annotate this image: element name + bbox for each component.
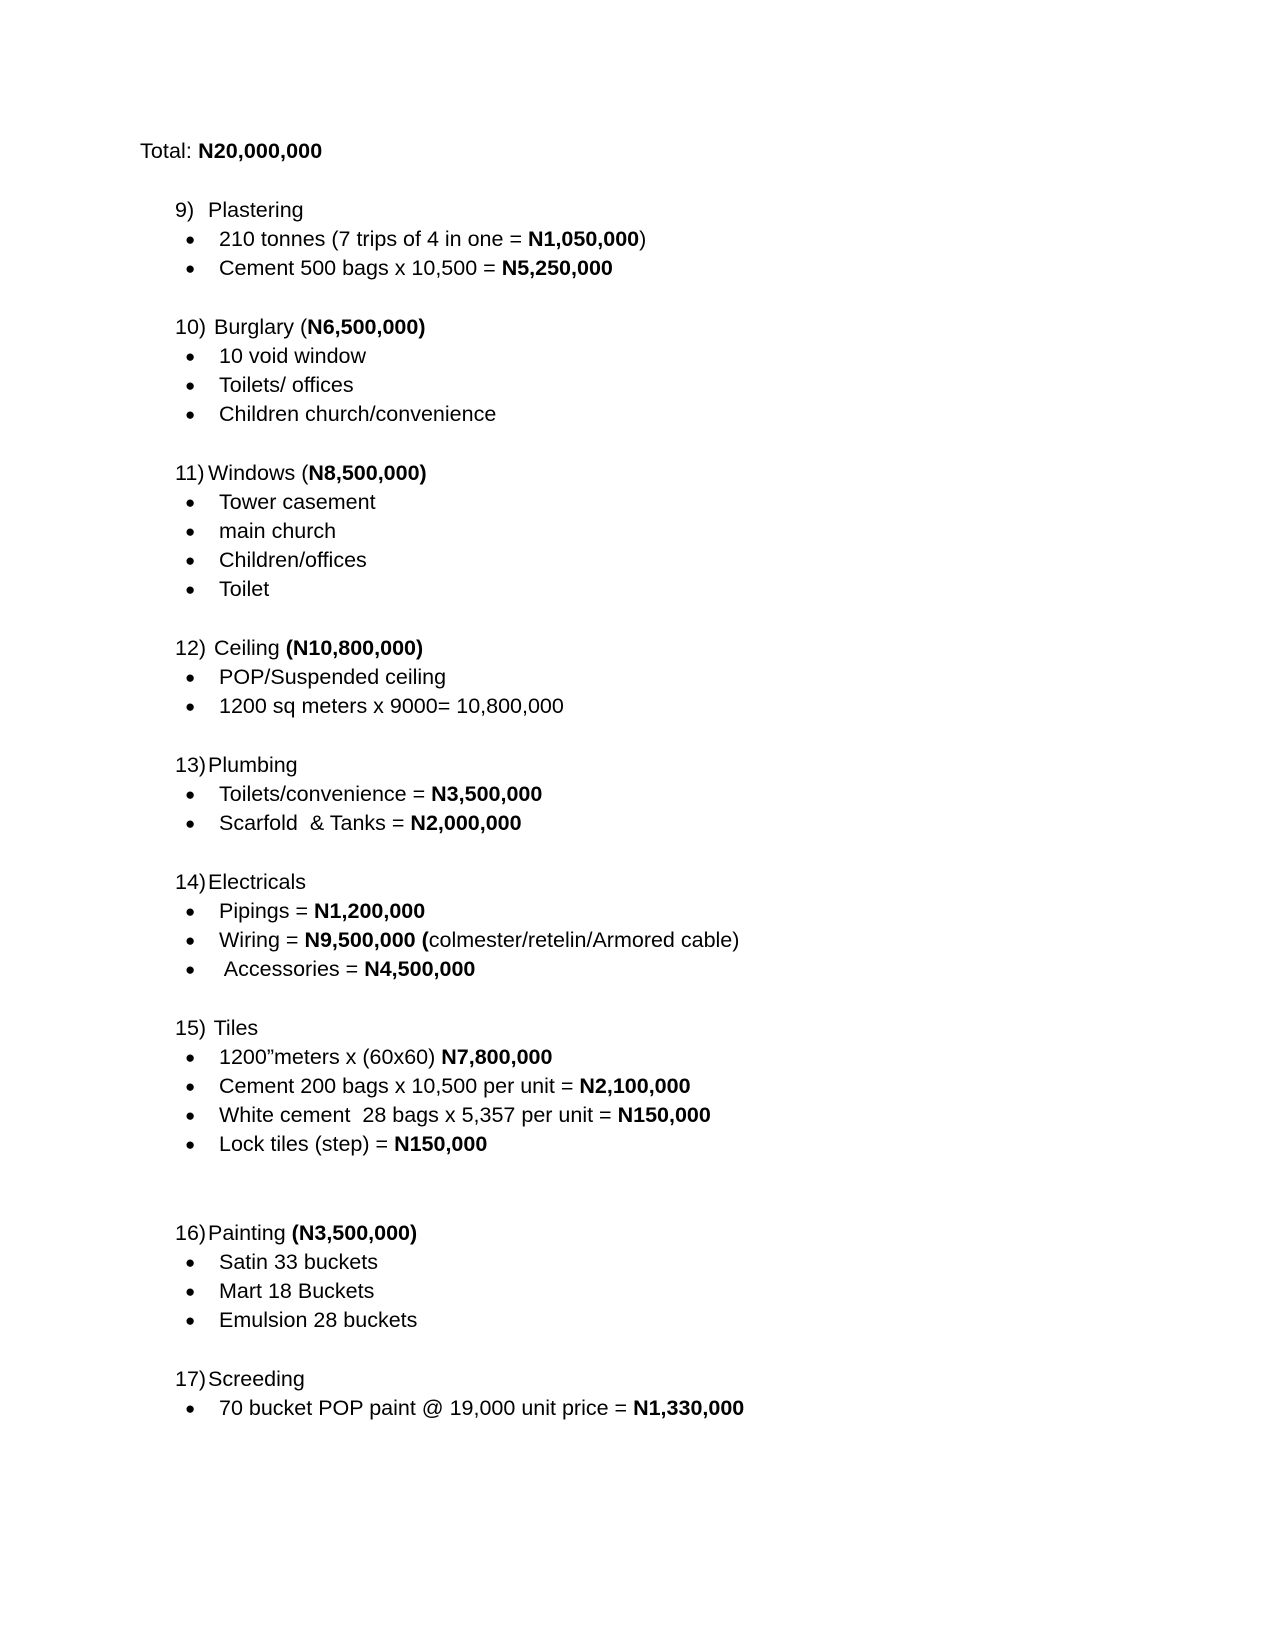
list-item [140,926,1140,955]
numbered-section [140,459,1140,604]
section-heading [140,751,1140,780]
list-item [140,1277,1140,1306]
list-item-note: ) [639,227,647,251]
spacer [140,1159,1140,1219]
list-item-text [219,548,367,572]
list-item-amount: N2,000,000 [410,811,522,835]
section-number: 15) [175,1016,207,1040]
list-item-text [219,1074,691,1098]
list-item-amount: N1,200,000 [314,899,426,923]
list-item [140,400,1140,429]
list-item [140,780,1140,809]
spacer [140,984,1140,1014]
section-heading [140,1219,1140,1248]
list-item-text [219,1132,487,1156]
list-item-label: 10 void window [219,344,367,368]
bullet-icon: ● [185,522,196,541]
list-item-amount: N1,330,000 [633,1396,745,1420]
section-heading [140,634,1140,663]
bullet-list [140,225,1140,283]
list-item-label: Toilet [219,577,270,601]
section-title-amount: N8,500,000) [308,461,427,485]
numbered-section [140,1014,1140,1159]
list-item-amount: N150,000 [617,1103,711,1127]
list-item-text [219,1279,374,1303]
section-title-text: Screeding [208,1367,305,1391]
bullet-icon: ● [185,785,196,804]
list-item-label: 1200 sq meters x 9000= 10,800,000 [219,694,564,718]
bullet-list [140,1394,1140,1423]
section-title-text: Ceiling [208,636,286,660]
section-title-text: Plumbing [208,753,298,777]
bullet-icon: ● [185,668,196,687]
list-item [140,692,1140,721]
list-item-label: 210 tonnes (7 trips of 4 in one = [219,227,528,251]
list-item-label: Scarfold & Tanks = [219,811,411,835]
list-item [140,488,1140,517]
list-item-note: colmester/retelin/Armored cable) [428,928,740,952]
list-item [140,254,1140,283]
section-number: 11) [175,461,205,485]
bullet-list [140,488,1140,604]
section-heading [140,1014,1140,1043]
list-item-text [219,928,739,952]
list-item-text [219,402,496,426]
bullet-icon: ● [185,1311,196,1330]
list-item-amount: N150,000 [394,1132,488,1156]
list-item-label: 70 bucket POP paint @ 19,000 unit price = [219,1396,634,1420]
spacer [140,166,1140,196]
section-title [175,313,426,342]
document-content [140,136,1140,1423]
list-item-label: Emulsion 28 buckets [219,1308,418,1332]
section-title [175,634,423,663]
bullet-icon: ● [185,580,196,599]
list-item [140,663,1140,692]
list-item [140,1394,1140,1423]
bullet-icon: ● [185,814,196,833]
list-item-text [219,344,366,368]
list-item-label: Cement 200 bags x 10,500 per unit = [219,1074,580,1098]
section-number: 9) [175,198,195,222]
section-title-amount: N6,500,000) [307,315,426,339]
list-item [140,517,1140,546]
section-title [175,196,304,225]
list-item-text [219,811,522,835]
list-item-label: Satin 33 buckets [219,1250,378,1274]
list-item-amount: N9,500,000 ( [304,928,429,952]
list-item-label: Lock tiles (step) = [219,1132,395,1156]
list-item-amount: N2,100,000 [579,1074,691,1098]
spacer [140,838,1140,868]
list-item-label: 1200”meters x (60x60) [219,1045,442,1069]
bullet-list [140,897,1140,984]
list-item-label: main church [219,519,337,543]
list-item-label: Toilets/ offices [219,373,354,397]
list-item [140,1043,1140,1072]
list-item-label: Children/offices [219,548,367,572]
list-item-amount: N5,250,000 [501,256,613,280]
list-item-label: Pipings = [219,899,315,923]
list-item-text [219,373,354,397]
list-item [140,897,1140,926]
bullet-icon: ● [185,551,196,570]
list-item-text [219,256,613,280]
section-title-text: Painting [208,1221,292,1245]
list-item [140,575,1140,604]
section-heading [140,1365,1140,1394]
total-label: Total: [140,139,199,163]
list-item-amount: N4,500,000 [364,957,476,981]
bullet-icon: ● [185,259,196,278]
numbered-section [140,1365,1140,1423]
list-item-text [219,1103,711,1127]
section-heading [140,196,1140,225]
list-item-amount: N1,050,000 [527,227,640,251]
bullet-icon: ● [185,1282,196,1301]
list-item [140,809,1140,838]
list-item-label: White cement 28 bags x 5,357 per unit = [219,1103,618,1127]
list-item-label: Children church/convenience [219,402,497,426]
numbered-section [140,634,1140,721]
list-item [140,546,1140,575]
list-item-text [219,227,646,251]
bullet-icon: ● [185,697,196,716]
numbered-section [140,1219,1140,1335]
list-item [140,1072,1140,1101]
bullet-icon: ● [185,405,196,424]
numbered-section [140,751,1140,838]
list-item-text [219,1308,417,1332]
list-item-text [219,519,336,543]
list-item-text [219,957,475,981]
list-item [140,342,1140,371]
section-title-text: Windows ( [208,461,309,485]
bullet-icon: ● [185,347,196,366]
list-item [140,1248,1140,1277]
bullet-icon: ● [185,1135,196,1154]
bullet-list [140,342,1140,429]
list-item-label: Wiring = [219,928,305,952]
spacer [140,429,1140,459]
list-item [140,225,1140,254]
total-amount: N20,000,000 [198,139,323,163]
list-item [140,955,1140,984]
list-item-label: Accessories = [219,957,365,981]
list-item [140,1130,1140,1159]
list-item [140,1101,1140,1130]
list-item-label: Mart 18 Buckets [219,1279,375,1303]
list-item-label: POP/Suspended ceiling [219,665,447,689]
bullet-icon: ● [185,902,196,921]
list-item-amount: N7,800,000 [441,1045,553,1069]
section-number: 17) [175,1367,207,1391]
section-title-text: Burglary ( [208,315,308,339]
section-title-amount: (N3,500,000) [291,1221,418,1245]
bullet-icon: ● [185,960,196,979]
list-item-label: Toilets/convenience = [219,782,432,806]
list-item [140,1306,1140,1335]
list-item-text [219,782,542,806]
section-number: 12) [175,636,207,660]
list-item-text [219,899,425,923]
list-item-text [219,1396,744,1420]
list-item-text [219,665,446,689]
sections-container [140,196,1140,1423]
section-number: 10) [175,315,207,339]
bullet-icon: ● [185,1253,196,1272]
list-item-text [219,490,376,514]
section-title-text: Tiles [208,1016,259,1040]
section-heading [140,313,1140,342]
section-title [175,1219,417,1248]
list-item-label: Tower casement [219,490,376,514]
bullet-list [140,1248,1140,1335]
total-line [140,136,1140,166]
spacer [140,283,1140,313]
section-title [175,459,427,488]
spacer [140,604,1140,634]
section-number: 14) [175,870,207,894]
section-number: 13) [175,753,207,777]
list-item-text [219,1250,378,1274]
bullet-icon: ● [185,1048,196,1067]
numbered-section [140,196,1140,283]
section-heading [140,868,1140,897]
section-title-amount: (N10,800,000) [285,636,424,660]
spacer [140,1335,1140,1365]
bullet-icon: ● [185,1399,196,1418]
bullet-icon: ● [185,1077,196,1096]
list-item-label: Cement 500 bags x 10,500 = [219,256,502,280]
list-item-text [219,694,564,718]
spacer [140,721,1140,751]
bullet-icon: ● [185,230,196,249]
list-item-amount: N3,500,000 [431,782,543,806]
bullet-list [140,1043,1140,1159]
bullet-list [140,663,1140,721]
bullet-icon: ● [185,376,196,395]
bullet-list [140,780,1140,838]
bullet-icon: ● [185,1106,196,1125]
list-item-text [219,1045,552,1069]
bullet-icon: ● [185,931,196,950]
section-title-text: Plastering [208,198,304,222]
list-item [140,371,1140,400]
section-number: 16) [175,1221,207,1245]
section-title-text: Electricals [208,870,306,894]
list-item-text [219,577,269,601]
bullet-icon: ● [185,493,196,512]
section-heading [140,459,1140,488]
numbered-section [140,868,1140,984]
numbered-section [140,313,1140,429]
